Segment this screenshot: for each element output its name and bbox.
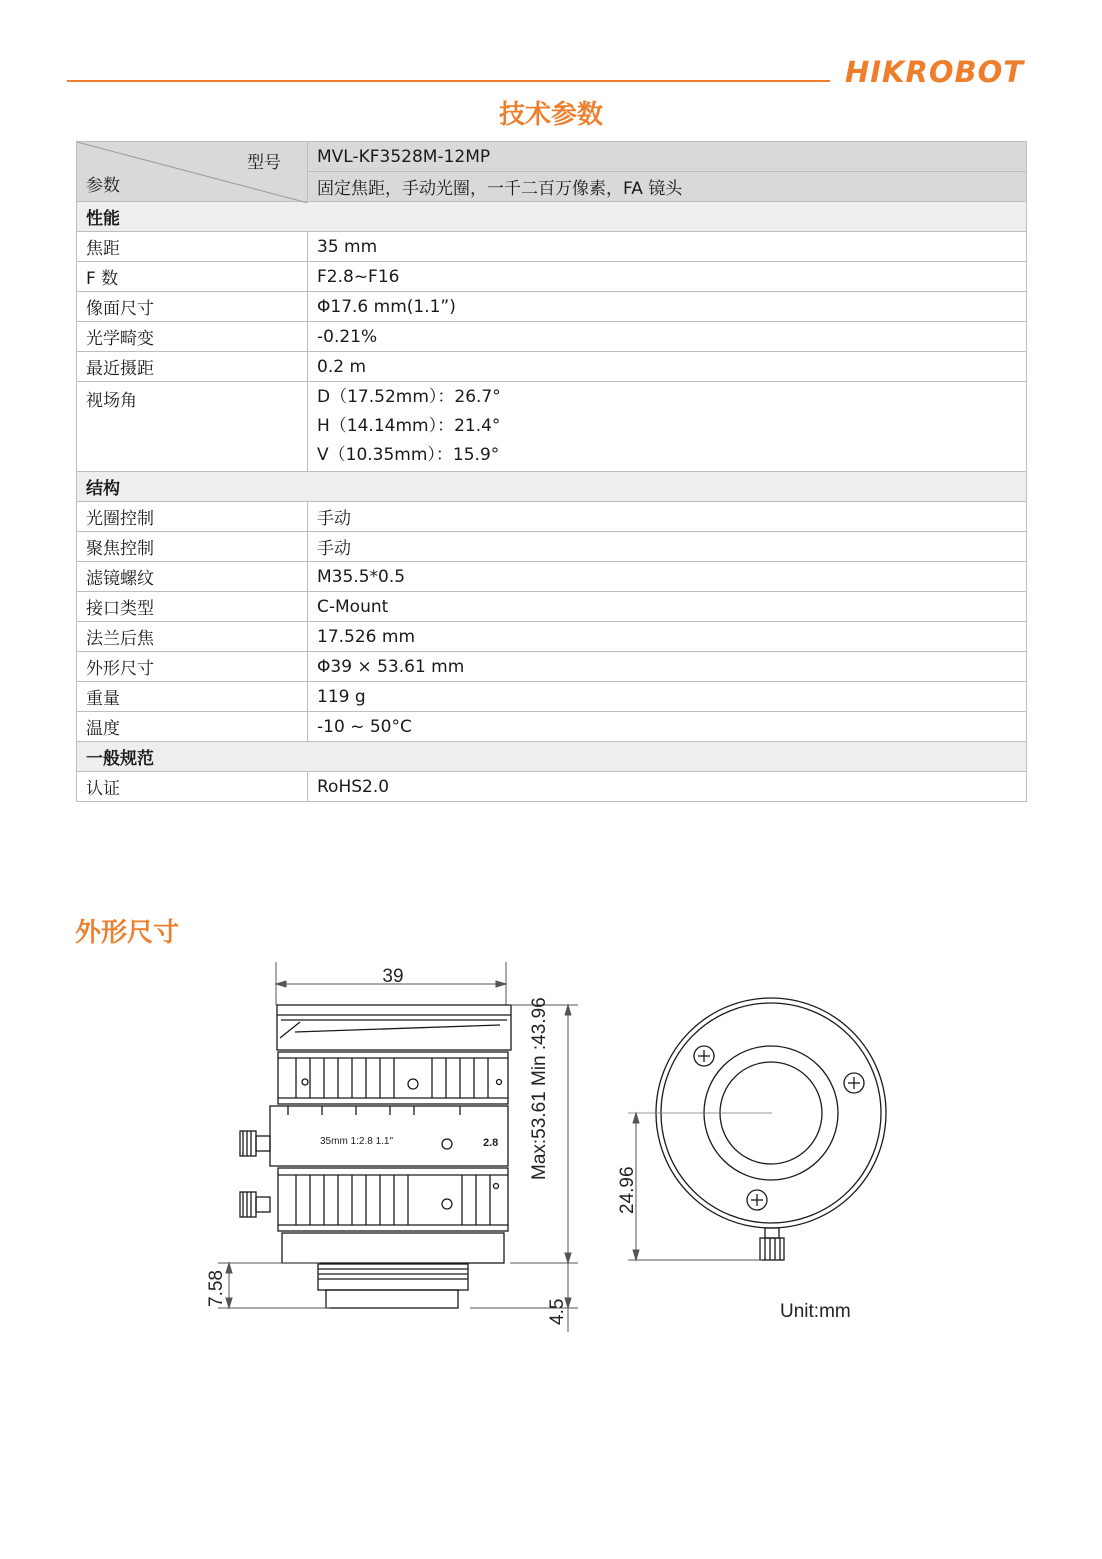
- row-value: 35 mm: [308, 232, 1027, 262]
- table-row: [77, 532, 1027, 562]
- mount-label: 7.58: [206, 1270, 227, 1307]
- front-screw-1: [694, 1046, 714, 1066]
- row-value: F2.8~F16: [308, 262, 1027, 292]
- row-label: 认证: [77, 772, 308, 802]
- table-row: [77, 562, 1027, 592]
- row-label: 温度: [77, 712, 308, 742]
- model-value: MVL-KF3528M-12MP: [308, 142, 1027, 172]
- front-screw-2: [844, 1073, 864, 1093]
- section-title: 结构: [77, 472, 1027, 502]
- front-lock-screw: [760, 1228, 784, 1260]
- row-value: Φ39 × 53.61 mm: [308, 652, 1027, 682]
- row-label: 滤镜螺纹: [77, 562, 308, 592]
- row-label: 接口类型: [77, 592, 308, 622]
- unit-label: Unit:mm: [780, 1301, 851, 1322]
- row-label: 最近摄距: [77, 352, 308, 382]
- back-focus-label: 4.5: [547, 1298, 568, 1325]
- aperture-mark: 2.8: [483, 1137, 499, 1149]
- fov-values: [308, 382, 1027, 472]
- fov-line: H（14.14mm）：21.4°: [317, 416, 501, 436]
- fov-line: V（10.35mm）：15.9°: [317, 445, 500, 465]
- table-row: [77, 232, 1027, 262]
- row-value: 119 g: [308, 682, 1027, 712]
- row-label: 光圈控制: [77, 502, 308, 532]
- front-screw-3: [747, 1190, 767, 1210]
- row-value: C-Mount: [308, 592, 1027, 622]
- lock-screw-lower: [240, 1192, 270, 1217]
- table-row: [77, 622, 1027, 652]
- table-row: [77, 262, 1027, 292]
- header-diagonal-cell: [77, 142, 308, 202]
- param-header-label: 参数: [86, 176, 120, 196]
- model-header-label: 型号: [247, 153, 281, 173]
- spec-table: [76, 141, 1027, 802]
- row-label: 像面尺寸: [77, 292, 308, 322]
- fov-label: 视场角: [77, 382, 308, 472]
- table-row: [77, 682, 1027, 712]
- section-row: [77, 202, 1027, 232]
- row-value: 0.2 m: [308, 352, 1027, 382]
- dimensions-title: 外形尺寸: [75, 918, 180, 948]
- row-label: 外形尺寸: [77, 652, 308, 682]
- table-row: [77, 352, 1027, 382]
- row-label: 焦距: [77, 232, 308, 262]
- section-title: 性能: [77, 202, 1027, 232]
- lens-marking: 35mm 1:2.8 1.1": [320, 1136, 394, 1147]
- section-row: [77, 742, 1027, 772]
- row-label: 聚焦控制: [77, 532, 308, 562]
- table-row: [77, 712, 1027, 742]
- row-label: 法兰后焦: [77, 622, 308, 652]
- row-value: M35.5*0.5: [308, 562, 1027, 592]
- row-value: 手动: [308, 532, 1027, 562]
- table-row: [77, 592, 1027, 622]
- row-value: 手动: [308, 502, 1027, 532]
- dimension-drawing: [0, 960, 1102, 1340]
- length-label: Max:53.61 Min :43.96: [529, 997, 550, 1180]
- lens-front-view: [628, 998, 886, 1260]
- table-row: [77, 292, 1027, 322]
- diameter-dimension: [628, 1113, 762, 1260]
- row-value: -10 ~ 50°C: [308, 712, 1027, 742]
- table-header-row: [77, 142, 1027, 172]
- header-rule: [67, 80, 830, 82]
- width-label: 39: [382, 966, 404, 987]
- row-value: Φ17.6 mm(1.1”): [308, 292, 1027, 322]
- row-value: RoHS2.0: [308, 772, 1027, 802]
- mount-dimension: [218, 1263, 330, 1308]
- table-row: [77, 322, 1027, 352]
- section-title: 一般规范: [77, 742, 1027, 772]
- grip-ribs-lower: [296, 1175, 490, 1225]
- row-label: 重量: [77, 682, 308, 712]
- row-label: F 数: [77, 262, 308, 292]
- table-row: [77, 772, 1027, 802]
- row-value: 17.526 mm: [308, 622, 1027, 652]
- table-row: [77, 652, 1027, 682]
- fov-line: D（17.52mm）：26.7°: [317, 387, 501, 407]
- brand-logo: HIKROBOT: [845, 55, 1025, 89]
- row-value: -0.21%: [308, 322, 1027, 352]
- diameter-label: 24.96: [617, 1166, 638, 1214]
- grip-ribs-upper: [296, 1058, 488, 1098]
- fov-row: [77, 382, 1027, 472]
- page-title: 技术参数: [498, 100, 603, 130]
- table-row: [77, 502, 1027, 532]
- section-row: [77, 472, 1027, 502]
- lock-screw-upper: [240, 1131, 270, 1156]
- description-value: 固定焦距，手动光圈，一千二百万像素，FA 镜头: [308, 172, 1027, 202]
- row-label: 光学畸变: [77, 322, 308, 352]
